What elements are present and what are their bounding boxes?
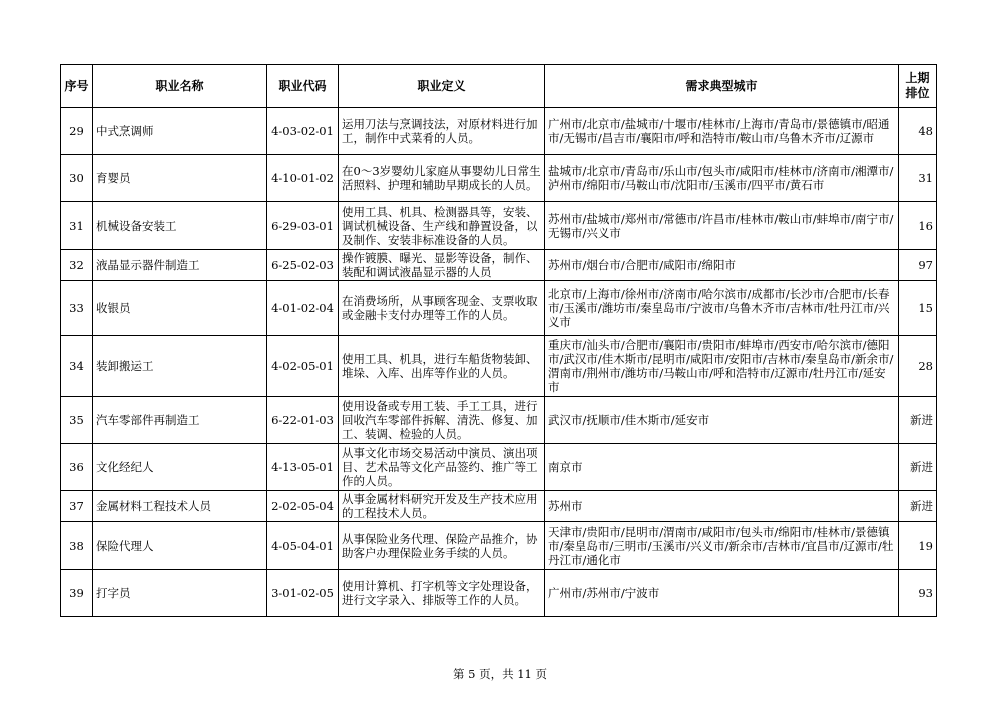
header-definition: 职业定义	[339, 65, 545, 108]
row-number: 36	[61, 444, 93, 491]
occupation-name: 文化经纪人	[93, 444, 267, 491]
occupation-code: 2-02-05-04	[267, 491, 339, 522]
occupation-name: 装卸搬运工	[93, 336, 267, 397]
occupation-name: 汽车零部件再制造工	[93, 397, 267, 444]
row-number: 38	[61, 522, 93, 570]
occupation-name: 保险代理人	[93, 522, 267, 570]
occupation-code: 4-10-01-02	[267, 155, 339, 202]
occupation-definition: 从事金属材料研究开发及生产技术应用的工程技术人员。	[339, 491, 545, 522]
typical-cities: 天津市/贵阳市/昆明市/渭南市/咸阳市/包头市/绵阳市/桂林市/景德镇市/秦皇岛市/三明市/玉溪市/兴义市/新余市/吉林市/宜昌市/辽源市/牡丹江市/通化市	[545, 522, 899, 570]
typical-cities: 南京市	[545, 444, 899, 491]
occupation-code: 3-01-02-05	[267, 570, 339, 617]
table-row	[61, 281, 937, 336]
occupation-definition: 从事文化市场交易活动中演员、演出项目、艺术品等文化产品签约、推广等工作的人员。	[339, 444, 545, 491]
header-cities: 需求典型城市	[545, 65, 899, 108]
typical-cities: 盐城市/北京市/青岛市/乐山市/包头市/咸阳市/桂林市/济南市/湘潭市/泸州市/绵阳市/马鞍山市/沈阳市/玉溪市/四平市/黄石市	[545, 155, 899, 202]
occupation-name: 液晶显示器件制造工	[93, 250, 267, 281]
previous-rank: 15	[899, 281, 937, 336]
occupation-definition: 从事保险业务代理、保险产品推介，协助客户办理保险业务手续的人员。	[339, 522, 545, 570]
occupation-name: 机械设备安装工	[93, 202, 267, 250]
row-number: 30	[61, 155, 93, 202]
typical-cities: 北京市/上海市/徐州市/济南市/哈尔滨市/成都市/长沙市/合肥市/长春市/玉溪市/潍坊市/秦皇岛市/宁波市/乌鲁木齐市/吉林市/牡丹江市/兴义市	[545, 281, 899, 336]
previous-rank: 93	[899, 570, 937, 617]
occupation-name: 收银员	[93, 281, 267, 336]
header-rank-line1: 上期	[905, 71, 930, 85]
occupation-definition: 在0～3岁婴幼儿家庭从事婴幼儿日常生活照料、护理和辅助早期成长的人员。	[339, 155, 545, 202]
occupation-definition: 使用设备或专用工装、手工工具，进行回收汽车零部件拆解、清洗、修复、加工、装调、检验的人员。	[339, 397, 545, 444]
row-number: 29	[61, 108, 93, 155]
previous-rank: 16	[899, 202, 937, 250]
typical-cities: 苏州市/盐城市/郑州市/常德市/许昌市/桂林市/鞍山市/蚌埠市/南宁市/无锡市/兴义市	[545, 202, 899, 250]
previous-rank: 新进	[899, 491, 937, 522]
previous-rank: 97	[899, 250, 937, 281]
occupation-code: 4-01-02-04	[267, 281, 339, 336]
previous-rank: 31	[899, 155, 937, 202]
occupation-code: 4-05-04-01	[267, 522, 339, 570]
table-row	[61, 522, 937, 570]
typical-cities: 重庆市/汕头市/合肥市/襄阳市/贵阳市/蚌埠市/西安市/哈尔滨市/德阳市/武汉市/佳木斯市/昆明市/咸阳市/安阳市/吉林市/秦皇岛市/新余市/渭南市/荆州市/潍坊市/马鞍山市/呼和浩特市/辽源市/牡丹江市/延安市	[545, 336, 899, 397]
typical-cities: 广州市/苏州市/宁波市	[545, 570, 899, 617]
table-row	[61, 155, 937, 202]
table-row	[61, 108, 937, 155]
table-row	[61, 250, 937, 281]
row-number: 37	[61, 491, 93, 522]
occupation-code: 4-13-05-01	[267, 444, 339, 491]
previous-rank: 48	[899, 108, 937, 155]
table-row	[61, 570, 937, 617]
occupation-definition: 使用计算机、打字机等文字处理设备，进行文字录入、排版等工作的人员。	[339, 570, 545, 617]
table-row	[61, 397, 937, 444]
header-code: 职业代码	[267, 65, 339, 108]
previous-rank: 新进	[899, 397, 937, 444]
typical-cities: 武汉市/抚顺市/佳木斯市/延安市	[545, 397, 899, 444]
row-number: 35	[61, 397, 93, 444]
row-number: 34	[61, 336, 93, 397]
occupation-definition: 操作镀膜、曝光、显影等设备，制作、装配和调试液晶显示器的人员	[339, 250, 545, 281]
occupation-definition: 在消费场所，从事顾客现金、支票收取或金融卡支付办理等工作的人员。	[339, 281, 545, 336]
row-number: 32	[61, 250, 93, 281]
row-number: 31	[61, 202, 93, 250]
table-row	[61, 336, 937, 397]
typical-cities: 苏州市	[545, 491, 899, 522]
header-no: 序号	[61, 65, 93, 108]
occupation-definition: 使用工具、机具，进行车船货物装卸、堆垛、入库、出库等作业的人员。	[339, 336, 545, 397]
previous-rank: 19	[899, 522, 937, 570]
occupation-code: 6-29-03-01	[267, 202, 339, 250]
header-rank	[899, 65, 937, 108]
occupation-name: 育婴员	[93, 155, 267, 202]
occupation-table	[60, 64, 937, 617]
occupation-definition: 使用工具、机具、检测器具等，安装、调试机械设备、生产线和静置设备，以及制作、安装非标准设备的人员。	[339, 202, 545, 250]
occupation-code: 6-22-01-03	[267, 397, 339, 444]
typical-cities: 广州市/北京市/盐城市/十堰市/桂林市/上海市/青岛市/景德镇市/昭通市/无锡市/昌吉市/襄阳市/呼和浩特市/鞍山市/乌鲁木齐市/辽源市	[545, 108, 899, 155]
typical-cities: 苏州市/烟台市/合肥市/咸阳市/绵阳市	[545, 250, 899, 281]
occupation-name: 金属材料工程技术人员	[93, 491, 267, 522]
occupation-name: 中式烹调师	[93, 108, 267, 155]
previous-rank: 新进	[899, 444, 937, 491]
table-header-row	[61, 65, 937, 108]
occupation-code: 6-25-02-03	[267, 250, 339, 281]
header-name: 职业名称	[93, 65, 267, 108]
occupation-code: 4-03-02-01	[267, 108, 339, 155]
occupation-code: 4-02-05-01	[267, 336, 339, 397]
previous-rank: 28	[899, 336, 937, 397]
row-number: 39	[61, 570, 93, 617]
table-row	[61, 202, 937, 250]
occupation-name: 打字员	[93, 570, 267, 617]
table-body	[61, 108, 937, 617]
page-footer: 第 5 页，共 11 页	[452, 667, 548, 681]
row-number: 33	[61, 281, 93, 336]
table-row	[61, 444, 937, 491]
occupation-definition: 运用刀法与烹调技法，对原材料进行加工，制作中式菜肴的人员。	[339, 108, 545, 155]
header-rank-line2: 排位	[905, 86, 930, 100]
table-row	[61, 491, 937, 522]
